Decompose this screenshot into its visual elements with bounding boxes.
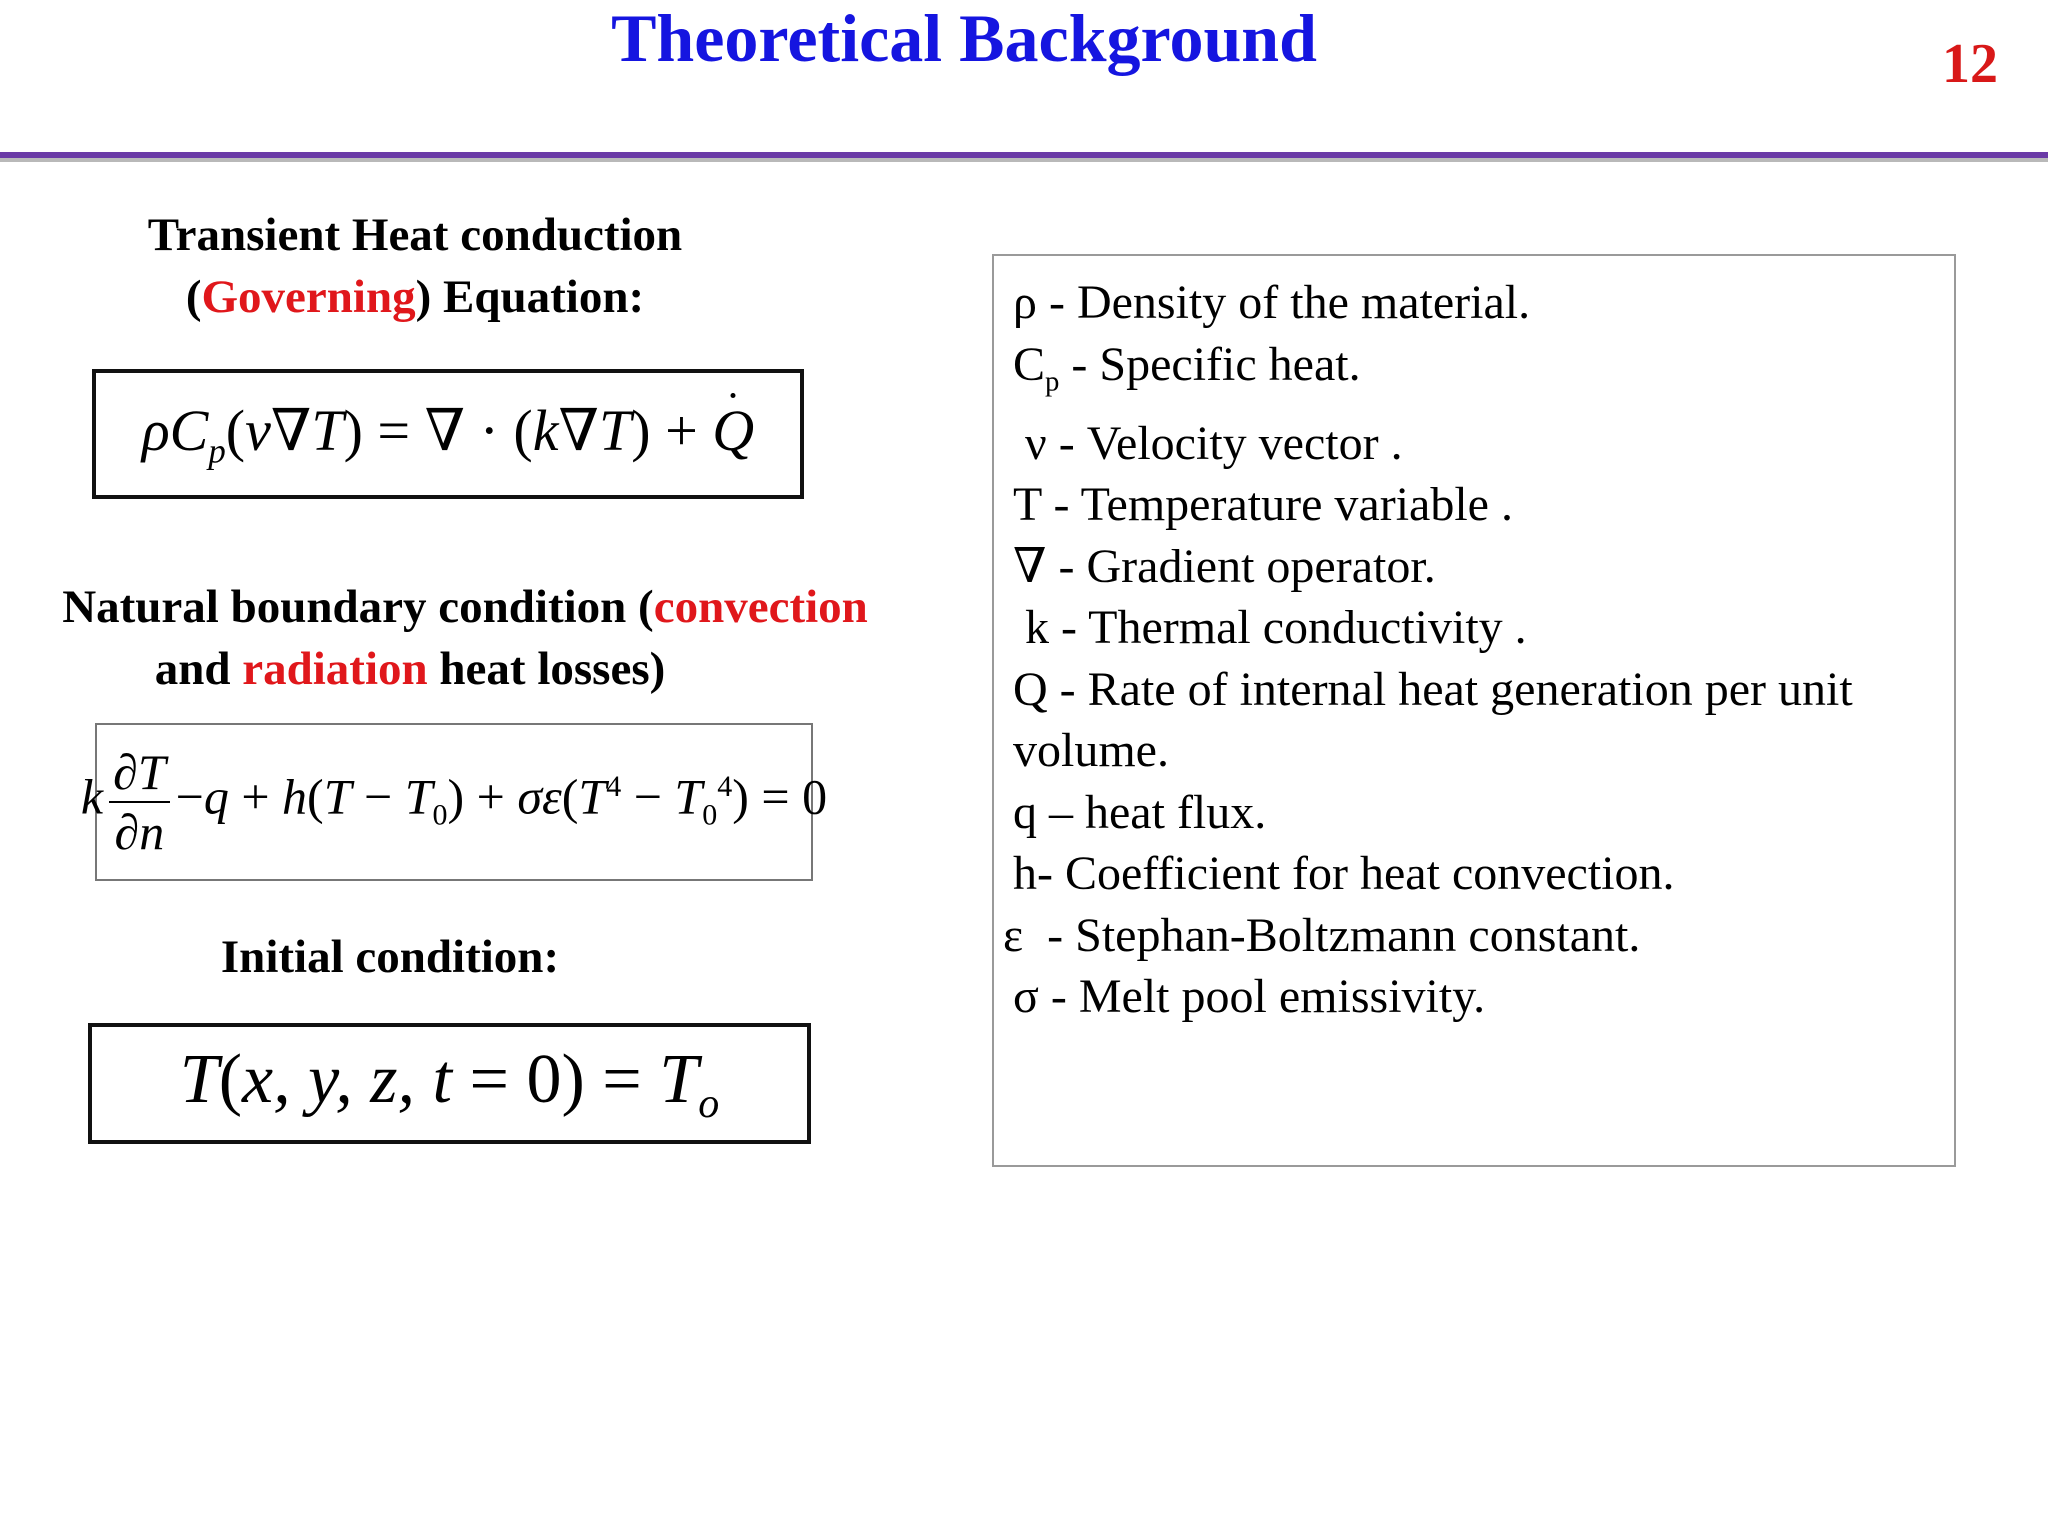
def-rho: ρ - Density of the material. — [1013, 276, 1531, 329]
def-temperature: T - Temperature variable . — [1013, 478, 1513, 532]
def-heat-generation: Q - Rate of internal heat generation per unit — [1013, 662, 1853, 716]
boundary-heading-part1: Natural boundary condition ( — [62, 581, 654, 633]
def-heat-flux: q – heat flux. — [1013, 785, 1267, 839]
def-epsilon: ε - Stephan-Boltzmann constant. — [1003, 908, 1641, 962]
boundary-equation-rendered: k $\frac{\partial T}{\partial n}$ $-q + h(T - T_0) + \sigma\varepsilon(T^4 - T_0^4) = 0$ — [80, 744, 828, 860]
def-velocity: ν - Velocity vector . — [1013, 416, 1403, 470]
boundary-highlight-radiation: radiation — [242, 643, 428, 695]
def-cp-sub: p — [1045, 365, 1060, 398]
boundary-heading-part2: and — [154, 643, 243, 695]
boundary-heading-part3: heat losses) — [427, 643, 666, 695]
initial-equation — [88, 1023, 811, 1144]
def-gradient: ∇ - Gradient operator. — [1013, 539, 1436, 593]
governing-heading-line2 — [0, 266, 830, 328]
def-cp-text: - Specific heat. — [1059, 337, 1361, 391]
governing-open-paren: ( — [185, 271, 202, 323]
title-divider-shadow — [0, 158, 2048, 162]
governing-heading-rest: ) Equation: — [415, 271, 645, 323]
initial-heading: Initial condition: — [220, 931, 560, 983]
def-heat-generation-cont: volume. — [1013, 724, 1169, 778]
governing-highlight: Governing — [201, 271, 416, 323]
governing-heading — [0, 204, 830, 328]
page-number: 12 — [1942, 33, 1998, 95]
initial-equation-rendered: T(x, y, z, $t = 0) = T_o$ — [179, 1040, 720, 1127]
boundary-heading — [0, 576, 930, 700]
boundary-highlight-convection: convection — [653, 581, 868, 633]
boundary-heading-line2 — [0, 638, 930, 700]
def-cp-symbol: C — [1013, 337, 1046, 391]
definitions-list — [1003, 272, 1943, 1028]
slide-title: Theoretical Background — [611, 0, 1317, 76]
def-conductivity: k - Thermal conductivity . — [1013, 601, 1527, 655]
governing-heading-line1: Transient Heat conduction — [147, 209, 683, 261]
boundary-heading-line1 — [0, 576, 930, 638]
def-sigma: σ - Melt pool emissivity. — [1013, 970, 1486, 1024]
def-convection-coeff: h- Coefficient for heat convection. — [1013, 847, 1675, 901]
boundary-equation — [80, 723, 828, 881]
def-specific-heat — [1013, 334, 1943, 413]
governing-equation — [92, 369, 804, 499]
governing-equation-rendered: $\rho C_p(v\nabla T)$ = ∇ · (k∇T) + Q — [141, 398, 755, 471]
